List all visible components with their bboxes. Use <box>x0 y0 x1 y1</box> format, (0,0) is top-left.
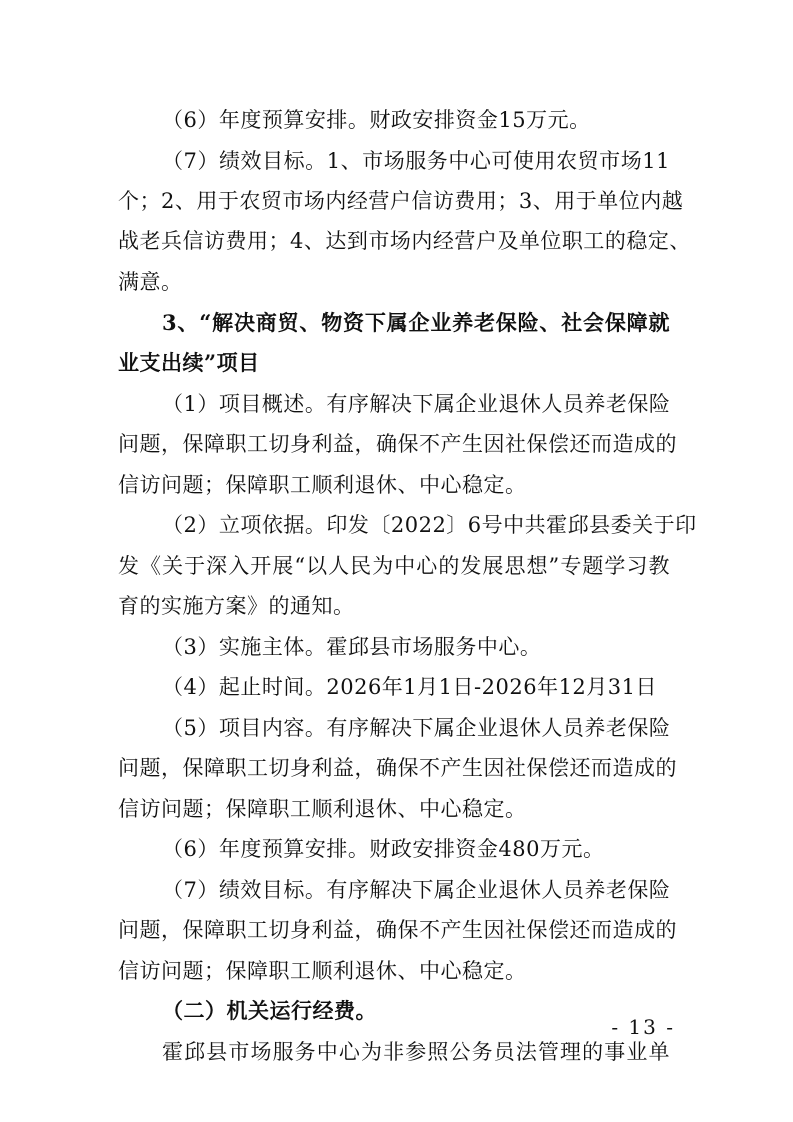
text-line: （2）立项依据。印发〔2022〕6号中共霍邱县委关于印 <box>162 513 697 537</box>
text-line: （6）年度预算安排。财政安排资金15万元。 <box>162 108 591 132</box>
text-line: 战老兵信访费用；4、达到市场内经营户及单位职工的稳定、 <box>118 229 691 253</box>
section-heading: 业支出续”项目 <box>118 350 260 375</box>
page-number: - 13 - <box>611 1015 675 1039</box>
text-line: 育的实施方案》的通知。 <box>118 594 355 618</box>
text-line: 问题，保障职工切身利益，确保不产生因社保偿还而造成的 <box>118 432 677 456</box>
text-line: 发《关于深入开展“以人民为中心的发展思想”专题学习教 <box>118 554 670 578</box>
text-line: 问题，保障职工切身利益，确保不产生因社保偿还而造成的 <box>118 756 677 780</box>
text-line: （5）项目内容。有序解决下属企业退休人员养老保险 <box>162 716 671 740</box>
text-line: （7）绩效目标。有序解决下属企业退休人员养老保险 <box>162 878 671 902</box>
text-line: 信访问题；保障职工顺利退休、中心稳定。 <box>118 959 527 983</box>
text-line: 问题，保障职工切身利益，确保不产生因社保偿还而造成的 <box>118 918 677 942</box>
text-line: 满意。 <box>118 270 183 294</box>
section-heading: 3、“解决商贸、物资下属企业养老保险、社会保障就 <box>162 310 670 335</box>
text-line: 霍邱县市场服务中心为非参照公务员法管理的事业单 <box>162 1040 670 1064</box>
text-line: （4）起止时间。2026年1月1日-2026年12月31日 <box>162 675 658 699</box>
text-line: （3）实施主体。霍邱县市场服务中心。 <box>162 635 542 659</box>
text-line: 信访问题；保障职工顺利退休、中心稳定。 <box>118 797 527 821</box>
text-line: 个；2、用于农贸市场内经营户信访费用；3、用于单位内越 <box>118 189 684 213</box>
section-heading: （二）机关运行经费。 <box>162 998 377 1023</box>
text-line: （1）项目概述。有序解决下属企业退休人员养老保险 <box>162 392 671 416</box>
text-line: （6）年度预算安排。财政安排资金480万元。 <box>162 837 605 861</box>
text-line: （7）绩效目标。1、市场服务中心可使用农贸市场11 <box>162 149 670 173</box>
text-line: 信访问题；保障职工顺利退休、中心稳定。 <box>118 473 527 497</box>
